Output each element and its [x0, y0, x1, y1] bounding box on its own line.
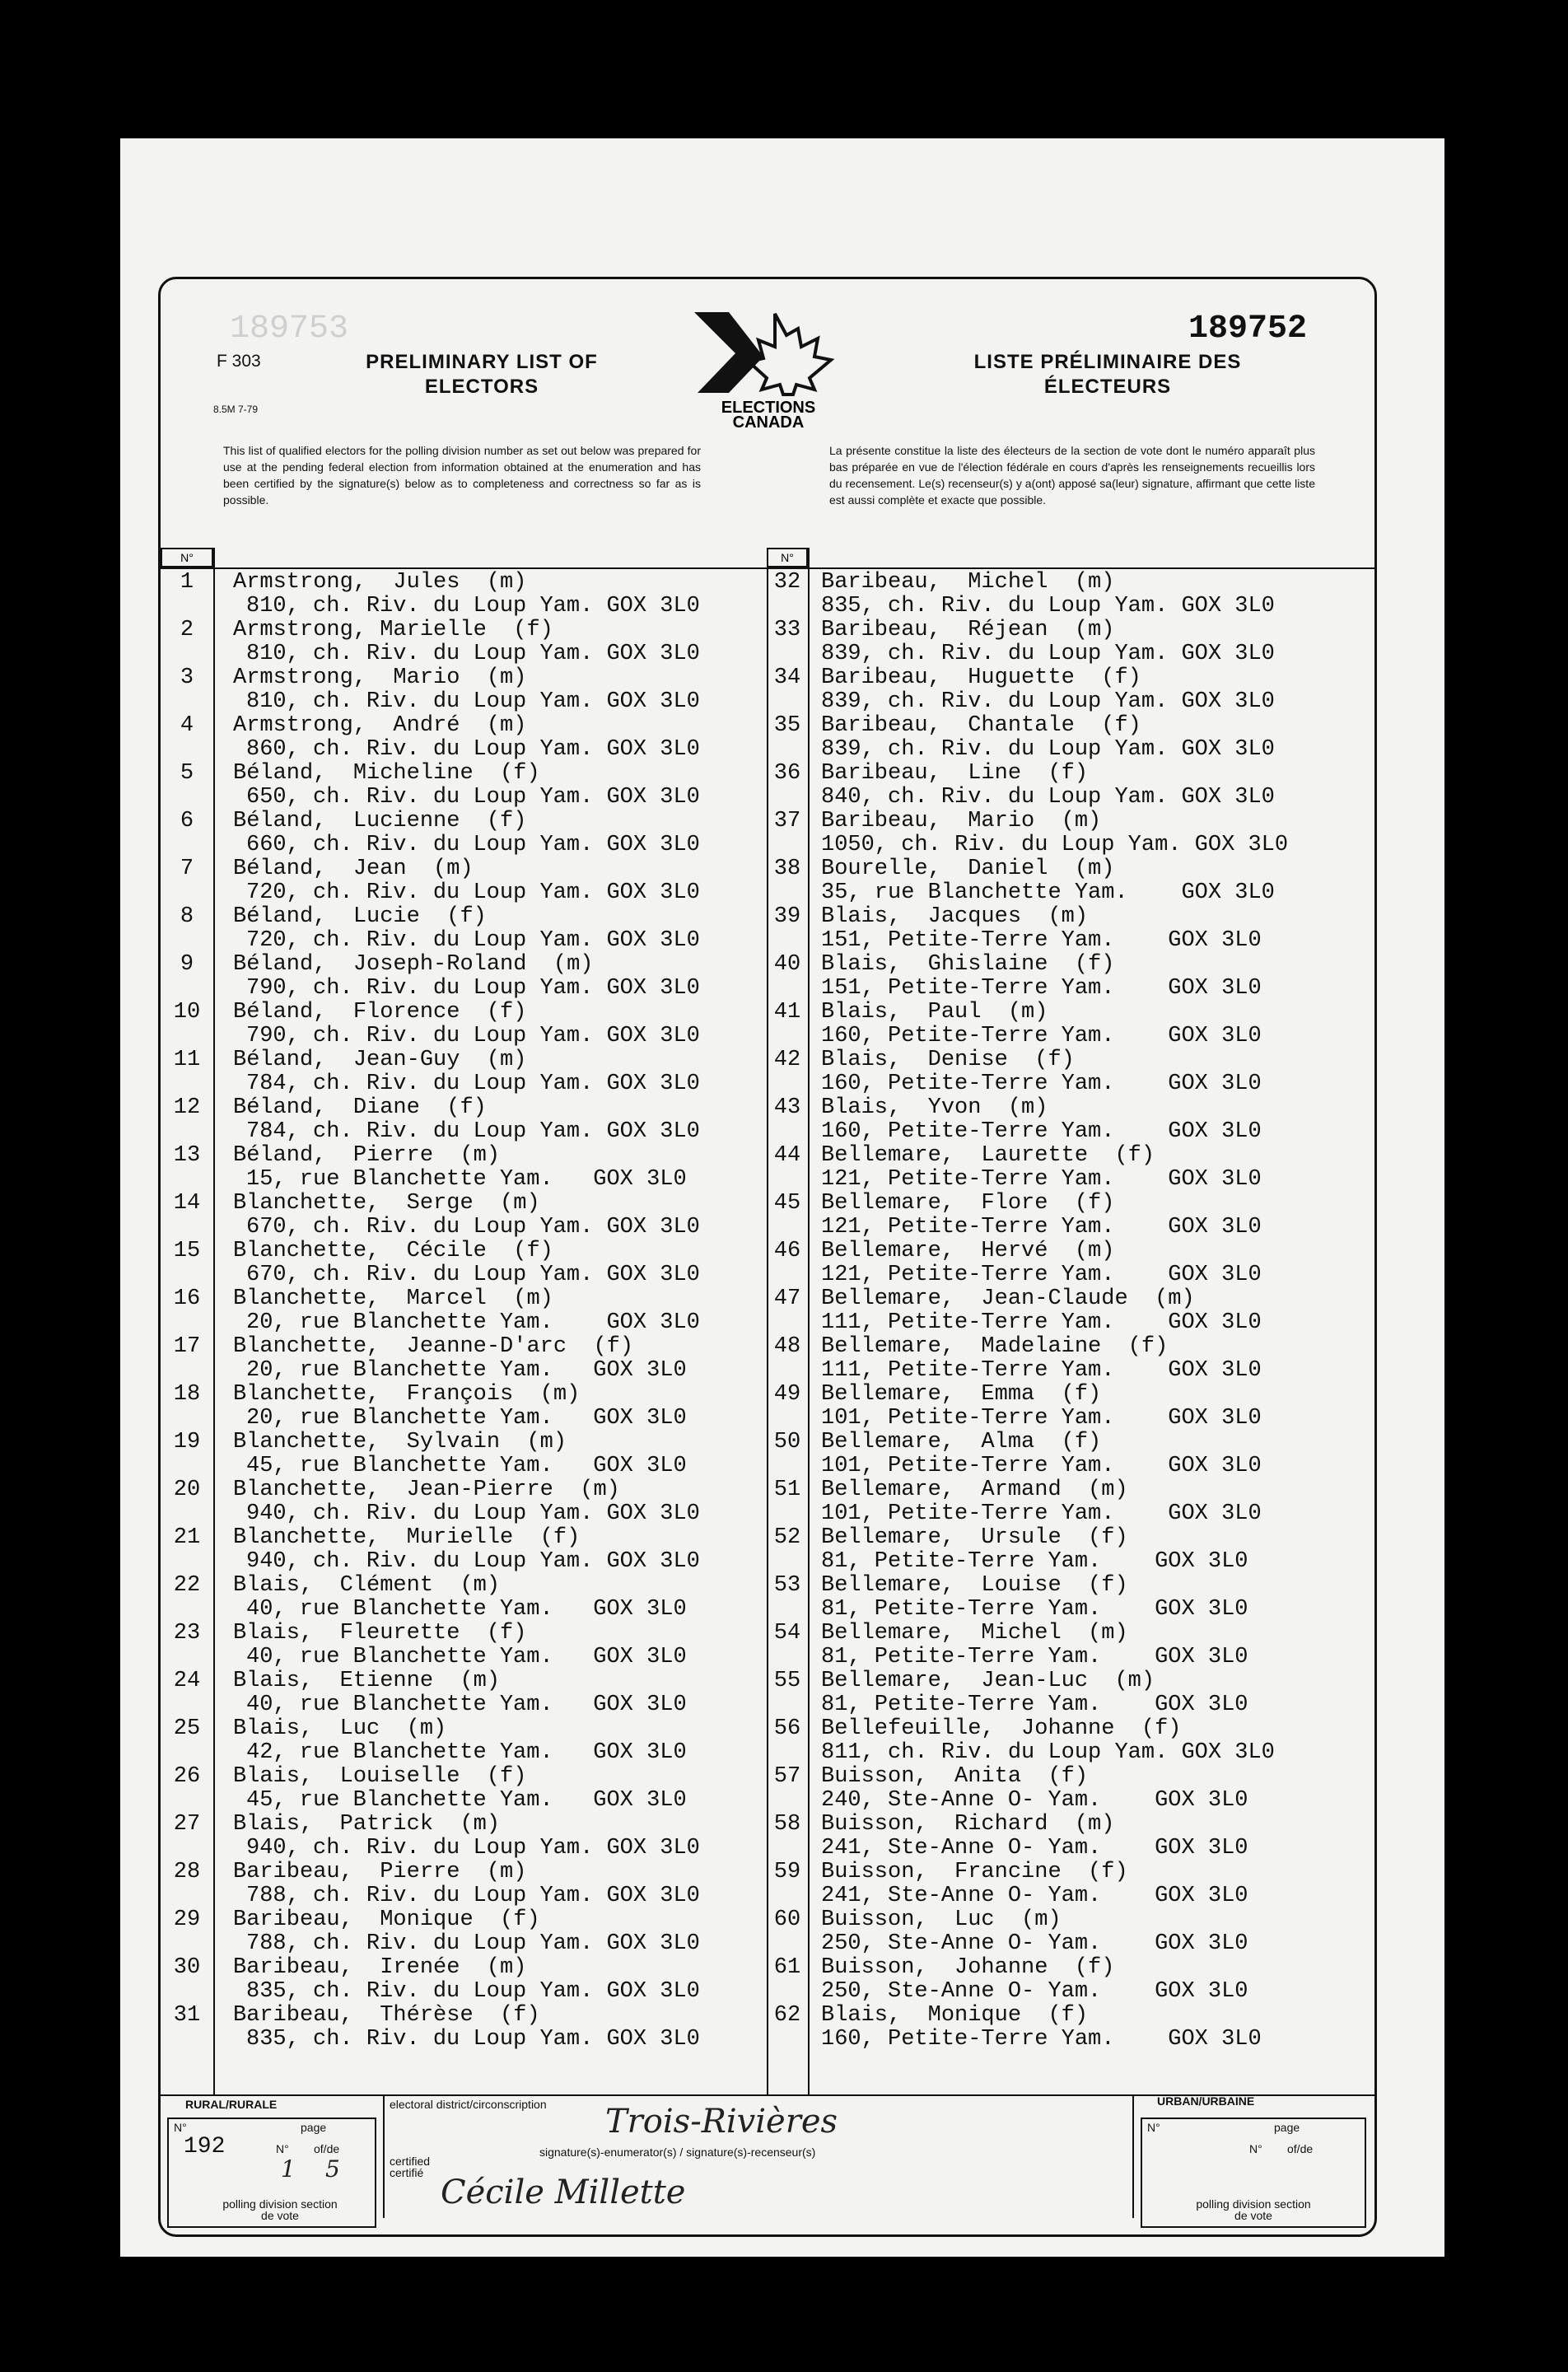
elector-number: 5: [180, 761, 194, 786]
elector-address: 240, Ste-Anne O- Yam. GOX 3L0: [821, 1788, 1248, 1813]
elector-address: 40, rue Blanchette Yam. GOX 3L0: [246, 1693, 687, 1717]
elector-name: Béland, Pierre (m): [233, 1143, 501, 1168]
elector-number: 18: [173, 1382, 201, 1407]
elector-name: Baribeau, Huguette (f): [821, 665, 1141, 690]
elector-number: 55: [773, 1669, 801, 1693]
elector-address: 81, Petite-Terre Yam. GOX 3L0: [821, 1693, 1248, 1717]
elector-number: 24: [173, 1669, 201, 1693]
elector-address: 940, ch. Riv. du Loup Yam. GOX 3L0: [246, 1501, 700, 1526]
elector-address: 790, ch. Riv. du Loup Yam. GOX 3L0: [246, 976, 700, 1001]
elector-number: 20: [173, 1478, 201, 1502]
elector-address: 720, ch. Riv. du Loup Yam. GOX 3L0: [246, 880, 700, 905]
elector-name: Blanchette, Marcel (m): [233, 1286, 553, 1311]
elector-list-form: [158, 277, 1377, 2237]
elector-number: 39: [773, 904, 801, 929]
logo-text-elections: ELECTIONS: [721, 399, 816, 417]
elector-number: 36: [773, 761, 801, 786]
elector-number: 23: [173, 1621, 201, 1646]
elector-number: 38: [773, 857, 801, 881]
elector-name: Buisson, Richard (m): [821, 1812, 1115, 1837]
elector-name: Blais, Yvon (m): [821, 1095, 1048, 1120]
page-no-label: N°: [276, 2142, 289, 2155]
column-divider-right-no: [808, 548, 810, 2096]
elector-address: 839, ch. Riv. du Loup Yam. GOX 3L0: [821, 642, 1275, 666]
title-english: PRELIMINARY LIST OF ELECTORS: [366, 351, 598, 398]
elector-address: 790, ch. Riv. du Loup Yam. GOX 3L0: [246, 1024, 700, 1048]
elector-address: 839, ch. Riv. du Loup Yam. GOX 3L0: [821, 737, 1275, 762]
elector-name: Baribeau, Line (f): [821, 761, 1089, 786]
elector-address: 670, ch. Riv. du Loup Yam. GOX 3L0: [246, 1263, 700, 1287]
elector-number: 34: [773, 665, 801, 690]
elector-address: 111, Petite-Terre Yam. GOX 3L0: [821, 1310, 1262, 1335]
elector-address: 650, ch. Riv. du Loup Yam. GOX 3L0: [246, 785, 700, 810]
elector-name: Bellemare, Armand (m): [821, 1478, 1128, 1502]
elector-address: 940, ch. Riv. du Loup Yam. GOX 3L0: [246, 1549, 700, 1574]
elector-number: 32: [773, 570, 801, 595]
elector-number: 37: [773, 809, 801, 833]
elector-name: Bellemare, Laurette (f): [821, 1143, 1155, 1168]
elector-number: 7: [180, 857, 194, 881]
elector-address: 835, ch. Riv. du Loup Yam. GOX 3L0: [821, 594, 1275, 619]
elector-address: 20, rue Blanchette Yam. GOX 3L0: [246, 1406, 687, 1431]
enumerator-label: signature(s)-enumerator(s) / signature(s)-recenseur(s): [539, 2146, 816, 2159]
elector-number: 11: [173, 1048, 201, 1072]
poll-no-label: N°: [174, 2121, 187, 2134]
urban-of-label: of/de: [1287, 2142, 1314, 2155]
elector-name: Bellemare, Michel (m): [821, 1621, 1128, 1646]
elector-number: 19: [173, 1430, 201, 1454]
elector-address: 101, Petite-Terre Yam. GOX 3L0: [821, 1501, 1262, 1526]
elector-number: 43: [773, 1095, 801, 1120]
elector-name: Armstrong, André (m): [233, 713, 527, 738]
elector-number: 61: [773, 1955, 801, 1980]
intro-english: This list of qualified electors for the polling division number as set out below was prepared for use at the pending federal election from information obtained at the enumeration and has been certified by the signature(s) below as to completeness and correctness so far as is possible.: [223, 444, 701, 507]
elector-name: Blais, Louiselle (f): [233, 1764, 527, 1789]
elector-name: Blais, Etienne (m): [233, 1669, 501, 1693]
elector-name: Bellemare, Jean-Claude (m): [821, 1286, 1195, 1311]
elector-number: 54: [773, 1621, 801, 1646]
elector-name: Baribeau, Réjean (m): [821, 618, 1115, 642]
elector-address: 810, ch. Riv. du Loup Yam. GOX 3L0: [246, 642, 700, 666]
elector-address: 720, ch. Riv. du Loup Yam. GOX 3L0: [246, 928, 700, 953]
elector-name: Bourelle, Daniel (m): [821, 857, 1115, 881]
elector-name: Blanchette, Jean-Pierre (m): [233, 1478, 620, 1502]
district-value: Trois-Rivières: [605, 2103, 838, 2141]
elector-number: 52: [773, 1525, 801, 1550]
elector-address: 811, ch. Riv. du Loup Yam. GOX 3L0: [821, 1740, 1275, 1765]
elector-address: 111, Petite-Terre Yam. GOX 3L0: [821, 1358, 1262, 1383]
column-divider-left-no: [213, 548, 215, 2096]
elector-address: 660, ch. Riv. du Loup Yam. GOX 3L0: [246, 833, 700, 857]
urban-label: URBAN/URBAINE: [1157, 2094, 1255, 2108]
column-no-right: N°: [767, 548, 808, 567]
elector-address: 160, Petite-Terre Yam. GOX 3L0: [821, 1119, 1262, 1144]
elector-name: Blanchette, Sylvain (m): [233, 1430, 567, 1454]
elections-canada-logo: [678, 307, 859, 431]
elector-address: 160, Petite-Terre Yam. GOX 3L0: [821, 2027, 1262, 2052]
elector-address: 101, Petite-Terre Yam. GOX 3L0: [821, 1406, 1262, 1431]
poll-number: 192: [184, 2134, 226, 2160]
elector-address: 45, rue Blanchette Yam. GOX 3L0: [246, 1788, 687, 1813]
footer-divider-left: [383, 2094, 385, 2218]
elector-number: 14: [173, 1191, 201, 1216]
elector-name: Blais, Denise (f): [821, 1048, 1075, 1072]
polling-division-label: polling division section de vote: [222, 2197, 338, 2222]
elector-number: 42: [773, 1048, 801, 1072]
elector-number: 47: [773, 1286, 801, 1311]
elector-address: 810, ch. Riv. du Loup Yam. GOX 3L0: [246, 594, 700, 619]
elector-number: 49: [773, 1382, 801, 1407]
elector-address: 160, Petite-Terre Yam. GOX 3L0: [821, 1024, 1262, 1048]
title-french: LISTE PRÉLIMINAIRE DES ÉLECTEURS: [973, 351, 1242, 398]
elector-name: Bellefeuille, Johanne (f): [821, 1716, 1182, 1741]
elector-name: Bellemare, Ursule (f): [821, 1525, 1128, 1550]
elector-name: Blais, Monique (f): [821, 2003, 1089, 2028]
elector-address: 788, ch. Riv. du Loup Yam. GOX 3L0: [246, 1884, 700, 1908]
elector-address: 835, ch. Riv. du Loup Yam. GOX 3L0: [246, 2027, 700, 2052]
elector-name: Bellemare, Louise (f): [821, 1573, 1128, 1598]
elector-name: Blanchette, Jeanne-D'arc (f): [233, 1334, 634, 1359]
elector-number: 33: [773, 618, 801, 642]
elector-name: Blais, Jacques (m): [821, 904, 1089, 929]
elector-name: Buisson, Johanne (f): [821, 1955, 1115, 1980]
elector-number: 22: [173, 1573, 201, 1598]
elector-number: 13: [173, 1143, 201, 1168]
elector-number: 26: [173, 1764, 201, 1789]
elector-address: 20, rue Blanchette Yam. GOX 3L0: [246, 1310, 700, 1335]
elector-number: 45: [773, 1191, 801, 1216]
elector-address: 1050, ch. Riv. du Loup Yam. GOX 3L0: [821, 833, 1289, 857]
urban-box: [1141, 2118, 1366, 2228]
elector-name: Baribeau, Irenée (m): [233, 1955, 527, 1980]
elector-number: 10: [173, 1000, 201, 1025]
elector-address: 81, Petite-Terre Yam. GOX 3L0: [821, 1597, 1248, 1622]
elector-address: 45, rue Blanchette Yam. GOX 3L0: [246, 1454, 687, 1478]
elector-address: 20, rue Blanchette Yam. GOX 3L0: [246, 1358, 687, 1383]
elector-address: 250, Ste-Anne O- Yam. GOX 3L0: [821, 1931, 1248, 1956]
elector-name: Blais, Clément (m): [233, 1573, 501, 1598]
elector-name: Blanchette, François (m): [233, 1382, 581, 1407]
elector-address: 784, ch. Riv. du Loup Yam. GOX 3L0: [246, 1119, 700, 1144]
elector-address: 81, Petite-Terre Yam. GOX 3L0: [821, 1645, 1248, 1669]
elector-number: 60: [773, 1907, 801, 1932]
elector-name: Bellemare, Flore (f): [821, 1191, 1115, 1216]
elector-address: 35, rue Blanchette Yam. GOX 3L0: [821, 880, 1275, 905]
elector-number: 56: [773, 1716, 801, 1741]
elector-address: 250, Ste-Anne O- Yam. GOX 3L0: [821, 1979, 1248, 2004]
form-code: F 303: [217, 352, 261, 371]
elector-address: 160, Petite-Terre Yam. GOX 3L0: [821, 1072, 1262, 1096]
elector-name: Béland, Jean (m): [233, 857, 474, 881]
elector-number: 27: [173, 1812, 201, 1837]
elector-name: Béland, Lucie (f): [233, 904, 487, 929]
elector-number: 50: [773, 1430, 801, 1454]
elector-number: 3: [180, 665, 194, 690]
elector-address: 121, Petite-Terre Yam. GOX 3L0: [821, 1263, 1262, 1287]
elector-name: Armstrong, Jules (m): [233, 570, 527, 595]
elector-name: Bellemare, Alma (f): [821, 1430, 1102, 1454]
elector-number: 28: [173, 1860, 201, 1884]
elector-address: 860, ch. Riv. du Loup Yam. GOX 3L0: [246, 737, 700, 762]
elector-number: 35: [773, 713, 801, 738]
rural-label: RURAL/RURALE: [185, 2098, 278, 2111]
elector-number: 29: [173, 1907, 201, 1932]
elector-number: 9: [180, 952, 194, 977]
elector-name: Blanchette, Murielle (f): [233, 1525, 581, 1550]
elector-number: 62: [773, 2003, 801, 2028]
elector-name: Béland, Joseph-Roland (m): [233, 952, 594, 977]
elector-number: 16: [173, 1286, 201, 1311]
elector-number: 58: [773, 1812, 801, 1837]
form-code-small: 8.5M 7-79: [213, 404, 259, 415]
elector-name: Blais, Luc (m): [233, 1716, 447, 1741]
elector-address: 940, ch. Riv. du Loup Yam. GOX 3L0: [246, 1836, 700, 1861]
elector-number: 48: [773, 1334, 801, 1359]
elector-name: Buisson, Francine (f): [821, 1860, 1128, 1884]
elector-name: Armstrong, Marielle (f): [233, 618, 553, 642]
elector-name: Blais, Fleurette (f): [233, 1621, 527, 1646]
urban-polling-label: polling division section de vote: [1196, 2197, 1311, 2222]
elector-number: 25: [173, 1716, 201, 1741]
elector-name: Blanchette, Cécile (f): [233, 1239, 553, 1263]
enumerator-signature: Cécile Millette: [441, 2174, 686, 2211]
elector-address: 241, Ste-Anne O- Yam. GOX 3L0: [821, 1884, 1248, 1908]
page-of-label: of/de: [314, 2142, 340, 2155]
elector-number: 12: [173, 1095, 201, 1120]
logo-text-canada: CANADA: [732, 413, 805, 432]
elector-address: 784, ch. Riv. du Loup Yam. GOX 3L0: [246, 1072, 700, 1096]
elector-name: Baribeau, Thérèse (f): [233, 2003, 540, 2028]
elector-address: 15, rue Blanchette Yam. GOX 3L0: [246, 1167, 687, 1192]
elector-name: Béland, Lucienne (f): [233, 809, 527, 833]
elector-number: 6: [180, 809, 194, 833]
elector-name: Blais, Patrick (m): [233, 1812, 501, 1837]
elector-number: 44: [773, 1143, 801, 1168]
urban-page-no-label: N°: [1249, 2142, 1262, 2155]
elector-name: Bellemare, Madelaine (f): [821, 1334, 1169, 1359]
serial-number: 189752: [1188, 311, 1307, 348]
elector-address: 670, ch. Riv. du Loup Yam. GOX 3L0: [246, 1215, 700, 1240]
column-no-left: N°: [161, 548, 213, 567]
elector-name: Baribeau, Chantale (f): [821, 713, 1141, 738]
certified-label: certified certifié: [390, 2155, 431, 2179]
elector-number: 4: [180, 713, 194, 738]
elector-name: Béland, Micheline (f): [233, 761, 540, 786]
ghost-serial-number: 189753: [230, 311, 349, 348]
elector-number: 17: [173, 1334, 201, 1359]
elector-number: 57: [773, 1764, 801, 1789]
page-label: page: [301, 2121, 327, 2134]
footer-divider-right: [1132, 2094, 1134, 2218]
elector-number: 30: [173, 1955, 201, 1980]
elector-address: 788, ch. Riv. du Loup Yam. GOX 3L0: [246, 1931, 700, 1956]
elector-name: Armstrong, Mario (m): [233, 665, 527, 690]
elector-address: 40, rue Blanchette Yam. GOX 3L0: [246, 1645, 687, 1669]
elector-name: Bellemare, Jean-Luc (m): [821, 1669, 1155, 1693]
elector-address: 121, Petite-Terre Yam. GOX 3L0: [821, 1215, 1262, 1240]
elector-number: 59: [773, 1860, 801, 1884]
elector-address: 151, Petite-Terre Yam. GOX 3L0: [821, 976, 1262, 1001]
district-label: electoral district/circonscription: [390, 2098, 547, 2111]
urban-no-label: N°: [1147, 2121, 1160, 2134]
intro-french: La présente constitue la liste des électeurs de la section de vote dont le numéro apparaît plus bas préparée en vue de l'élection fédérale en cours d'après les renseignements recueillis lors du recensement. Le(s) recenseur(s) y a(ont) apposé sa(leur) signature, affirmant que cette liste est aussi complète et exacte que possible.: [829, 444, 1315, 507]
elector-name: Béland, Florence (f): [233, 1000, 527, 1025]
elector-name: Baribeau, Monique (f): [233, 1907, 540, 1932]
elector-number: 40: [773, 952, 801, 977]
elector-number: 15: [173, 1239, 201, 1263]
elector-address: 810, ch. Riv. du Loup Yam. GOX 3L0: [246, 689, 700, 714]
elector-name: Béland, Jean-Guy (m): [233, 1048, 527, 1072]
elector-number: 31: [173, 2003, 201, 2028]
elector-name: Bellemare, Emma (f): [821, 1382, 1102, 1407]
elector-address: 840, ch. Riv. du Loup Yam. GOX 3L0: [821, 785, 1275, 810]
elector-name: Béland, Diane (f): [233, 1095, 487, 1120]
elector-number: 46: [773, 1239, 801, 1263]
elector-number: 53: [773, 1573, 801, 1598]
page-number: 1: [281, 2155, 296, 2183]
elector-address: 40, rue Blanchette Yam. GOX 3L0: [246, 1597, 687, 1622]
maple-leaf-x-icon: [678, 307, 859, 398]
elector-number: 21: [173, 1525, 201, 1550]
elector-name: Blais, Paul (m): [821, 1000, 1048, 1025]
elector-address: 241, Ste-Anne O- Yam. GOX 3L0: [821, 1836, 1248, 1861]
elector-number: 2: [180, 618, 194, 642]
elector-name: Buisson, Anita (f): [821, 1764, 1089, 1789]
elector-address: 101, Petite-Terre Yam. GOX 3L0: [821, 1454, 1262, 1478]
page-total: 5: [325, 2155, 340, 2183]
elector-name: Buisson, Luc (m): [821, 1907, 1062, 1932]
elector-number: 8: [180, 904, 194, 929]
elector-address: 121, Petite-Terre Yam. GOX 3L0: [821, 1167, 1262, 1192]
elector-name: Blais, Ghislaine (f): [821, 952, 1115, 977]
elector-number: 41: [773, 1000, 801, 1025]
elector-address: 81, Petite-Terre Yam. GOX 3L0: [821, 1549, 1248, 1574]
elector-name: Baribeau, Michel (m): [821, 570, 1115, 595]
elector-address: 835, ch. Riv. du Loup Yam. GOX 3L0: [246, 1979, 700, 2004]
elector-name: Baribeau, Pierre (m): [233, 1860, 527, 1884]
urban-page-label: page: [1274, 2121, 1300, 2134]
elector-number: 51: [773, 1478, 801, 1502]
elector-name: Bellemare, Hervé (m): [821, 1239, 1115, 1263]
elector-address: 839, ch. Riv. du Loup Yam. GOX 3L0: [821, 689, 1275, 714]
elector-number: 1: [180, 570, 194, 595]
elector-name: Baribeau, Mario (m): [821, 809, 1102, 833]
poll-box: [167, 2118, 376, 2228]
elector-address: 42, rue Blanchette Yam. GOX 3L0: [246, 1740, 687, 1765]
elector-name: Blanchette, Serge (m): [233, 1191, 540, 1216]
elector-address: 151, Petite-Terre Yam. GOX 3L0: [821, 928, 1262, 953]
